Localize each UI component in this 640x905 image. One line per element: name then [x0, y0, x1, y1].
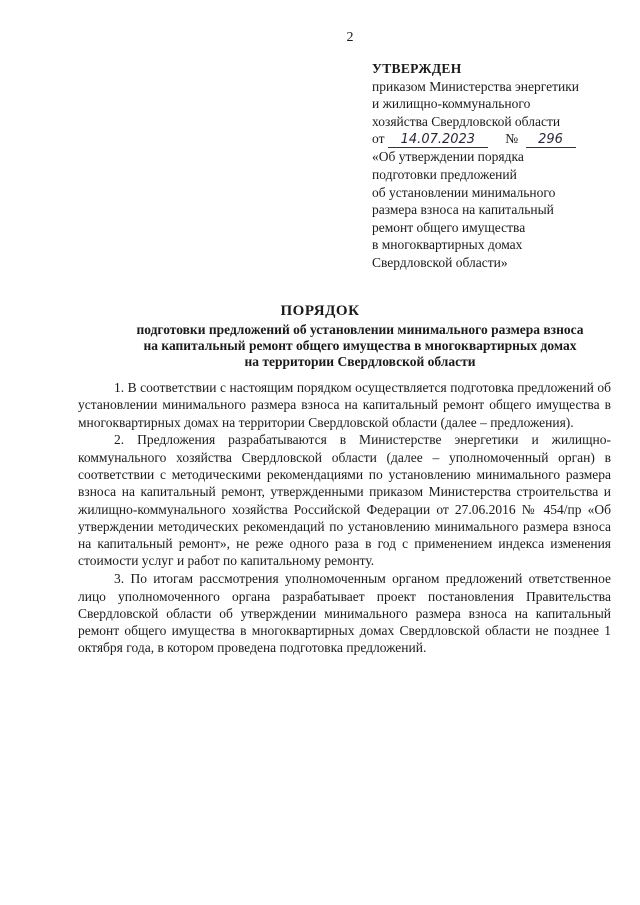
approval-quote-line: размера взноса на капитальный — [372, 202, 554, 218]
paragraph-2: 2. Предложения разрабатываются в Министерстве энергетики и жилищно-коммунального хозяйства Свердловской области (далее – уполномоченный орган) в соответствии с методическими рекомендациями по установлению минимального размера взноса на капитальный ремонт, утвержденными приказом Министерства строительства и жилищно-коммунального хозяйства Российской Федерации от 27.06.2016 № 454/пр «Об утверждении методических рекомендаций по установлению минимального размера взноса на капитальный ремонт», не реже одного раза в год с применением индекса изменения стоимости услуг и работ по капитальному ремонту. — [78, 432, 611, 569]
page-number: 2 — [346, 30, 354, 45]
approval-line: и жилищно-коммунального — [372, 96, 531, 112]
approval-line: приказом Министерства энергетики — [372, 78, 579, 94]
approval-quote-line: ремонт общего имущества — [372, 219, 526, 235]
approval-line: хозяйства Свердловской области — [372, 113, 561, 129]
handwritten-date: 14.07.2023 — [388, 133, 488, 148]
approval-title: УТВЕРЖДЕН — [372, 61, 462, 76]
paragraph-3: 3. По итогам рассмотрения уполномоченным органом предложений ответственное лицо уполномоченного органа разрабатывает проект постановления Правительства Свердловской области об утверждении минимального размера взноса на капитальный ремонт общего имущества в многоквартирных домах Свердловской области не позднее 1 октября года, в котором проведена подготовка предложений. — [78, 571, 611, 656]
approval-quote-line: об установлении минимального — [372, 184, 556, 200]
approval-quote-line: «Об утверждении порядка — [372, 149, 524, 165]
number-sign: № — [505, 131, 519, 147]
approval-quote-line: в многоквартирных домах — [372, 237, 523, 253]
subtitle-line: на территории Свердловской области — [244, 354, 476, 369]
date-prefix: от — [372, 131, 385, 147]
document-subtitle — [80, 322, 640, 370]
document-body — [78, 379, 611, 657]
handwritten-number: 296 — [526, 133, 576, 148]
subtitle-line: подготовки предложений об установлении минимального размера взноса — [136, 322, 584, 337]
approval-block — [372, 60, 622, 272]
document-title: ПОРЯДОК — [280, 303, 360, 319]
approval-date-line — [372, 130, 622, 148]
paragraph-1: 1. В соответствии с настоящим порядком осуществляется подготовка предложений об установлении минимального размера взноса на капитальный ремонт общего имущества в многоквартирных домах на территории Свердловской области (далее – предложения). — [78, 380, 611, 430]
subtitle-line: на капитальный ремонт общего имущества в многоквартирных домах — [143, 338, 577, 353]
approval-quote-line: Свердловской области» — [372, 254, 508, 270]
approval-quote-line: подготовки предложений — [372, 166, 517, 182]
